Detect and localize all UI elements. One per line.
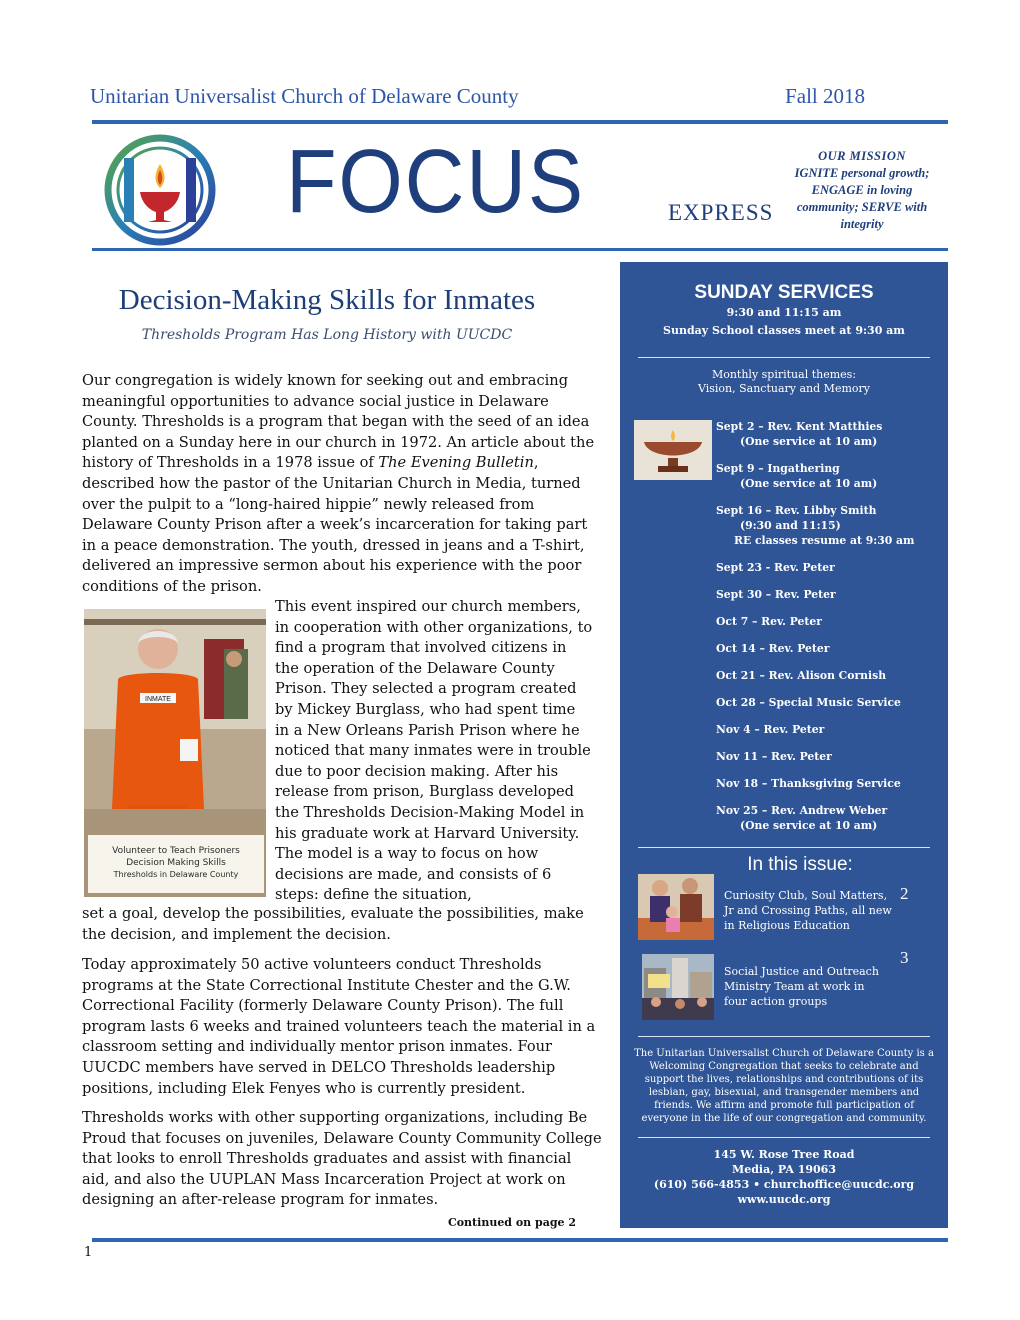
service-date: Oct 21 – Rev. Alison Cornish — [716, 669, 887, 682]
issue-item-text: Social Justice and Outreach Ministry Team at work in four action groups — [724, 965, 879, 1008]
masthead-subtitle: EXPRESS — [668, 200, 774, 225]
address-line: Media, PA 19063 — [732, 1163, 836, 1176]
publication-title: The Evening Bulletin — [378, 454, 534, 472]
sidebar-divider — [638, 357, 930, 358]
continued-note: Continued on page 2 — [447, 1216, 576, 1229]
service-date: Oct 28 – Special Music Service — [716, 696, 901, 709]
welcoming-statement: The Unitarian Universalist Church of Delaware County is a Welcoming Congregation that seeks to celebrate and support the lives, relationships and contributions of its lesbian, gay, bisexual, and transgender members and friends. We affirm and promote full participation of everyone in the life of our congregation and community. — [634, 1048, 934, 1124]
footer-rule — [92, 1238, 948, 1242]
photo-badge-text: INMATE — [145, 696, 171, 703]
volunteer-photo — [84, 609, 266, 897]
contact-line: (610) 566-4853 • churchoffice@uucdc.org — [653, 1178, 915, 1191]
article-paragraph — [82, 371, 602, 598]
service-date: Nov 25 – Rev. Andrew Weber — [716, 804, 888, 817]
mission-statement — [782, 148, 942, 233]
services-times: 9:30 and 11:15 am — [726, 306, 842, 319]
service-date: Sept 23 - Rev. Peter — [716, 561, 835, 574]
religious-education-photo — [638, 874, 714, 940]
issue-item-page: 3 — [900, 948, 909, 967]
article-paragraph: This event inspired our church members, in cooperation with other organizations, to find a program that involved citizens in the operation of the Delaware County Prison. They selected a program created by Mickey Burglass, who had spent time in a New Orleans Parish Prison where he noticed that many inmates were in trouble due to poor decision making. After his release from prison, Burglass developed the Thresholds Decision-Making Model in his graduate work at Harvard University. The model is a way to focus on how decisions are made, and consists of 6 steps: define the situation, — [275, 598, 593, 904]
mission-line: ENGAGE in loving — [811, 183, 913, 197]
sunday-school: Sunday School classes meet at 9:30 am — [663, 324, 905, 337]
sidebar-divider — [638, 847, 930, 848]
chalice-logo — [104, 134, 216, 246]
masthead-title: FOCUS — [286, 132, 585, 232]
website[interactable]: www.uucdc.org — [737, 1193, 831, 1206]
social-justice-photo — [642, 954, 714, 1020]
photo-sign-text: Decision Making Skills — [126, 858, 226, 868]
services-title: SUNDAY SERVICES — [694, 282, 874, 303]
service-date: Sept 16 – Rev. Libby Smith — [716, 504, 877, 517]
header-top-rule — [92, 120, 948, 124]
paragraph-text: Our congregation is widely known for seeking out and embracing meaningful opportunities to advance social justice in Delaware County. Thresholds is a program that began with the seed of an idea planted on a Sunday here in our church in 1972. An article about the history of Thresholds in a 1978 issue of — [82, 372, 595, 472]
address-line: 145 W. Rose Tree Road — [713, 1148, 855, 1161]
service-note: (One service at 10 am) — [740, 477, 878, 490]
issue-item-page: 2 — [900, 884, 909, 903]
themes-list: Vision, Sanctuary and Memory — [698, 382, 870, 395]
article-paragraph: Today approximately 50 active volunteers conduct Thresholds programs at the State Correctional Institute Chester and the G.W. Correctional Facility (formerly Delaware County Prison). The full program lasts 6 weeks and trained volunteers teach the material in a classroom setting and individually mentor prison inmates. Four UUCDC members have served in DELCO Thresholds leadership positions, including Elek Fenyes who is currently president. — [82, 956, 596, 1097]
service-note: (One service at 10 am) — [740, 435, 878, 448]
service-date: Nov 18 – Thanksgiving Service — [716, 777, 901, 790]
photo-sign-text: Thresholds in Delaware County — [113, 870, 239, 879]
header-bottom-rule — [92, 248, 948, 251]
photo-sign-text: Volunteer to Teach Prisoners — [112, 846, 240, 856]
article-headline: Decision-Making Skills for Inmates — [118, 284, 536, 316]
sidebar-divider — [638, 1036, 930, 1037]
service-note: (One service at 10 am) — [740, 819, 878, 832]
sidebar — [620, 262, 948, 1228]
themes-label: Monthly spiritual themes: — [711, 368, 857, 381]
service-note: RE classes resume at 9:30 am — [734, 534, 915, 547]
article-paragraph: Thresholds works with other supporting organizations, including Be Proud that focuses on juveniles, Delaware County Community College that looks to enroll Thresholds graduates and assist with financial aid, and also the UUPLAN Mass Incarceration Project at work on designing an after-release program for inmates. — [82, 1109, 602, 1209]
paragraph-text: , described how the pastor of the Unitarian Church in Media, turned over the pulpit to a “long-haired hippie” newly released from Delaware County Prison after a week’s incarceration for taking part in a peace demonstration. The youth, dressed in jeans and a T-shirt, delivered an impressive sermon about his experience with the poor conditions of the prison. — [82, 454, 588, 595]
service-date: Nov 4 – Rev. Peter — [716, 723, 825, 736]
mission-heading: OUR MISSION — [818, 149, 906, 163]
service-note: (9:30 and 11:15) — [740, 519, 841, 532]
mission-line: community; SERVE with — [796, 200, 928, 214]
service-date: Sept 9 – Ingathering — [716, 462, 840, 475]
service-date: Nov 11 – Rev. Peter — [716, 750, 832, 763]
service-date: Oct 7 – Rev. Peter — [716, 615, 822, 628]
sidebar-divider — [638, 1137, 930, 1138]
service-date: Sept 2 – Rev. Kent Matthies — [716, 420, 883, 433]
mission-line: integrity — [840, 217, 884, 231]
article-paragraph: set a goal, develop the possibilities, evaluate the possibilities, make the decision, and implement the decision. — [82, 905, 584, 943]
service-date: Sept 30 – Rev. Peter — [716, 588, 836, 601]
page-number: 1 — [84, 1245, 93, 1260]
mission-line: IGNITE personal growth; — [794, 166, 930, 180]
chalice-photo — [634, 420, 712, 480]
church-name: Unitarian Universalist Church of Delaware County — [90, 84, 519, 108]
in-this-issue-title: In this issue: — [747, 854, 853, 875]
service-date: Oct 14 – Rev. Peter — [716, 642, 830, 655]
issue-item-text: Curiosity Club, Soul Matters, Jr and Crossing Paths, all new in Religious Education — [724, 889, 892, 932]
article-subhead: Thresholds Program Has Long History with UUCDC — [141, 327, 513, 343]
issue-date: Fall 2018 — [785, 84, 865, 108]
